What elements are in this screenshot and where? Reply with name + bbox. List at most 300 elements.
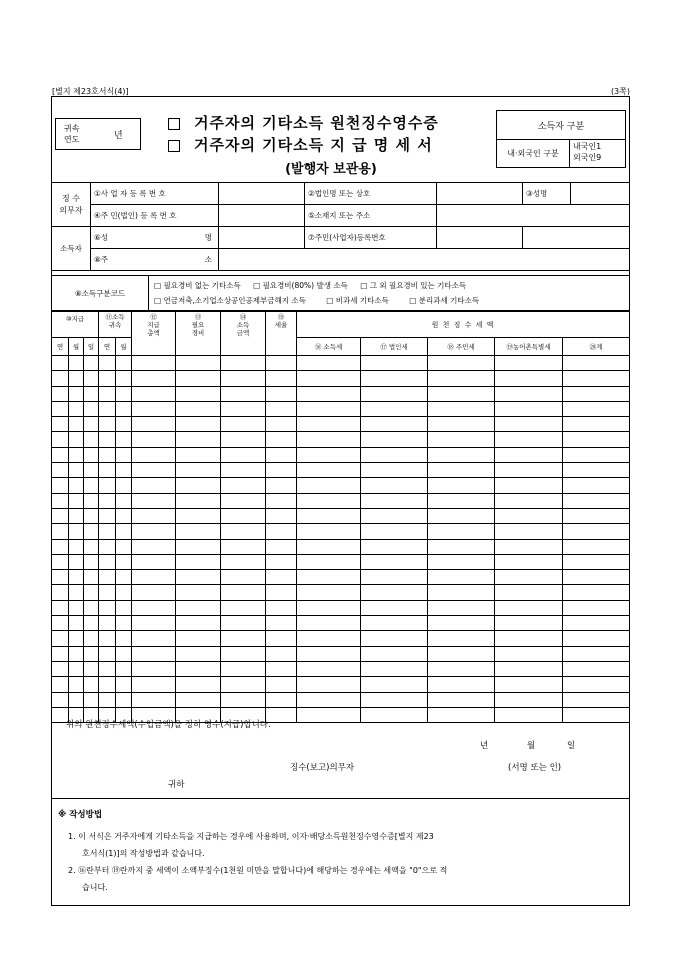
grid-cell[interactable]	[297, 524, 361, 539]
grid-cell[interactable]	[495, 539, 563, 554]
grid-cell[interactable]	[297, 508, 361, 523]
grid-cell[interactable]	[116, 432, 132, 447]
grid-cell[interactable]	[84, 386, 99, 401]
grid-cell[interactable]	[297, 554, 361, 569]
grid-cell[interactable]	[361, 447, 428, 462]
grid-cell[interactable]	[266, 554, 297, 569]
grid-cell[interactable]	[52, 463, 69, 478]
grid-cell[interactable]	[176, 554, 221, 569]
grid-cell[interactable]	[69, 631, 84, 646]
grid-cell[interactable]	[84, 401, 99, 416]
grid-cell[interactable]	[266, 432, 297, 447]
grid-cell[interactable]	[99, 692, 116, 707]
grid-cell[interactable]	[221, 661, 266, 676]
grid-cell[interactable]	[176, 646, 221, 661]
grid-cell[interactable]	[297, 401, 361, 416]
grid-cell[interactable]	[69, 386, 84, 401]
grid-cell[interactable]	[221, 539, 266, 554]
grid-cell[interactable]	[297, 600, 361, 615]
grid-cell[interactable]	[99, 432, 116, 447]
grid-cell[interactable]	[176, 524, 221, 539]
grid-cell[interactable]	[221, 616, 266, 631]
grid-cell[interactable]	[266, 463, 297, 478]
grid-cell[interactable]	[52, 692, 69, 707]
grid-cell[interactable]	[52, 631, 69, 646]
grid-cell[interactable]	[495, 508, 563, 523]
grid-cell[interactable]	[428, 677, 495, 692]
grid-cell[interactable]	[132, 631, 176, 646]
grid-cell[interactable]	[266, 478, 297, 493]
grid-cell[interactable]	[221, 570, 266, 585]
grid-cell[interactable]	[99, 554, 116, 569]
grid-cell[interactable]	[84, 478, 99, 493]
grid-cell[interactable]	[84, 631, 99, 646]
grid-cell[interactable]	[69, 585, 84, 600]
grid-cell[interactable]	[428, 600, 495, 615]
grid-cell[interactable]	[361, 631, 428, 646]
grid-cell[interactable]	[297, 417, 361, 432]
grid-cell[interactable]	[297, 570, 361, 585]
grid-cell[interactable]	[99, 417, 116, 432]
grid-cell[interactable]	[266, 356, 297, 371]
grid-cell[interactable]	[84, 570, 99, 585]
grid-cell[interactable]	[99, 616, 116, 631]
grid-cell[interactable]	[361, 646, 428, 661]
grid-cell[interactable]	[361, 401, 428, 416]
grid-cell[interactable]	[132, 616, 176, 631]
grid-cell[interactable]	[116, 554, 132, 569]
grid-cell[interactable]	[361, 356, 428, 371]
grid-cell[interactable]	[361, 585, 428, 600]
grid-cell[interactable]	[132, 463, 176, 478]
grid-cell[interactable]	[428, 371, 495, 386]
grid-cell[interactable]	[99, 493, 116, 508]
grid-cell[interactable]	[132, 447, 176, 462]
grid-cell[interactable]	[52, 386, 69, 401]
grid-cell[interactable]	[297, 707, 361, 722]
grid-cell[interactable]	[116, 631, 132, 646]
field-reg-number-value[interactable]	[219, 205, 305, 227]
grid-cell[interactable]	[428, 585, 495, 600]
grid-cell[interactable]	[116, 661, 132, 676]
grid-cell[interactable]	[69, 692, 84, 707]
grid-cell[interactable]	[563, 401, 630, 416]
grid-cell[interactable]	[563, 447, 630, 462]
grid-cell[interactable]	[495, 661, 563, 676]
grid-cell[interactable]	[297, 631, 361, 646]
grid-cell[interactable]	[84, 463, 99, 478]
grid-cell[interactable]	[495, 478, 563, 493]
grid-cell[interactable]	[266, 508, 297, 523]
statement-checkbox[interactable]	[168, 140, 180, 152]
grid-cell[interactable]	[495, 570, 563, 585]
grid-cell[interactable]	[52, 447, 69, 462]
grid-cell[interactable]	[266, 646, 297, 661]
grid-cell[interactable]	[297, 585, 361, 600]
grid-cell[interactable]	[132, 417, 176, 432]
grid-cell[interactable]	[221, 646, 266, 661]
grid-cell[interactable]	[428, 554, 495, 569]
grid-cell[interactable]	[116, 585, 132, 600]
grid-cell[interactable]	[495, 401, 563, 416]
grid-cell[interactable]	[52, 493, 69, 508]
grid-cell[interactable]	[116, 463, 132, 478]
grid-cell[interactable]	[99, 356, 116, 371]
grid-cell[interactable]	[132, 585, 176, 600]
grid-cell[interactable]	[99, 585, 116, 600]
grid-cell[interactable]	[99, 508, 116, 523]
grid-cell[interactable]	[99, 386, 116, 401]
grid-cell[interactable]	[563, 600, 630, 615]
grid-cell[interactable]	[116, 646, 132, 661]
grid-cell[interactable]	[69, 371, 84, 386]
grid-cell[interactable]	[84, 371, 99, 386]
grid-cell[interactable]	[176, 570, 221, 585]
grid-cell[interactable]	[116, 524, 132, 539]
grid-cell[interactable]	[266, 631, 297, 646]
grid-cell[interactable]	[52, 585, 69, 600]
grid-cell[interactable]	[84, 524, 99, 539]
grid-cell[interactable]	[176, 401, 221, 416]
grid-cell[interactable]	[52, 508, 69, 523]
grid-cell[interactable]	[361, 707, 428, 722]
grid-cell[interactable]	[84, 554, 99, 569]
grid-cell[interactable]	[84, 493, 99, 508]
grid-cell[interactable]	[266, 539, 297, 554]
grid-cell[interactable]	[116, 356, 132, 371]
grid-cell[interactable]	[428, 707, 495, 722]
grid-cell[interactable]	[361, 524, 428, 539]
grid-cell[interactable]	[176, 600, 221, 615]
grid-cell[interactable]	[116, 371, 132, 386]
grid-cell[interactable]	[266, 585, 297, 600]
grid-cell[interactable]	[563, 524, 630, 539]
code-opt-1[interactable]: □ 필요경비 없는 기타소득	[154, 281, 241, 290]
grid-cell[interactable]	[69, 661, 84, 676]
grid-cell[interactable]	[99, 600, 116, 615]
grid-cell[interactable]	[132, 524, 176, 539]
grid-cell[interactable]	[84, 692, 99, 707]
grid-cell[interactable]	[221, 677, 266, 692]
grid-cell[interactable]	[132, 401, 176, 416]
grid-cell[interactable]	[69, 401, 84, 416]
grid-cell[interactable]	[563, 371, 630, 386]
grid-cell[interactable]	[563, 554, 630, 569]
grid-cell[interactable]	[563, 692, 630, 707]
grid-cell[interactable]	[361, 570, 428, 585]
grid-cell[interactable]	[361, 554, 428, 569]
grid-cell[interactable]	[84, 432, 99, 447]
grid-cell[interactable]	[221, 371, 266, 386]
grid-cell[interactable]	[495, 356, 563, 371]
grid-cell[interactable]	[69, 478, 84, 493]
grid-cell[interactable]	[221, 401, 266, 416]
grid-cell[interactable]	[495, 707, 563, 722]
grid-cell[interactable]	[221, 554, 266, 569]
grid-cell[interactable]	[297, 661, 361, 676]
grid-cell[interactable]	[84, 646, 99, 661]
grid-cell[interactable]	[495, 386, 563, 401]
grid-cell[interactable]	[266, 524, 297, 539]
grid-cell[interactable]	[495, 371, 563, 386]
grid-cell[interactable]	[84, 508, 99, 523]
grid-cell[interactable]	[361, 432, 428, 447]
grid-cell[interactable]	[221, 417, 266, 432]
grid-cell[interactable]	[52, 356, 69, 371]
grid-cell[interactable]	[495, 463, 563, 478]
grid-cell[interactable]	[495, 493, 563, 508]
grid-cell[interactable]	[266, 401, 297, 416]
grid-cell[interactable]	[297, 646, 361, 661]
grid-cell[interactable]	[428, 508, 495, 523]
grid-cell[interactable]	[266, 371, 297, 386]
grid-cell[interactable]	[563, 356, 630, 371]
grid-cell[interactable]	[176, 616, 221, 631]
grid-cell[interactable]	[84, 600, 99, 615]
grid-cell[interactable]	[176, 585, 221, 600]
grid-cell[interactable]	[116, 447, 132, 462]
grid-cell[interactable]	[428, 692, 495, 707]
grid-cell[interactable]	[361, 692, 428, 707]
grid-cell[interactable]	[221, 447, 266, 462]
code-opt-6[interactable]: □ 분리과세 기타소득	[409, 296, 480, 305]
grid-cell[interactable]	[221, 386, 266, 401]
grid-cell[interactable]	[132, 356, 176, 371]
grid-cell[interactable]	[563, 661, 630, 676]
grid-cell[interactable]	[99, 478, 116, 493]
earner-name-value[interactable]	[219, 227, 305, 249]
grid-cell[interactable]	[176, 539, 221, 554]
grid-cell[interactable]	[361, 478, 428, 493]
grid-cell[interactable]	[99, 524, 116, 539]
grid-cell[interactable]	[563, 478, 630, 493]
grid-cell[interactable]	[428, 570, 495, 585]
grid-cell[interactable]	[495, 417, 563, 432]
grid-cell[interactable]	[297, 677, 361, 692]
grid-cell[interactable]	[428, 356, 495, 371]
grid-cell[interactable]	[176, 677, 221, 692]
grid-cell[interactable]	[116, 570, 132, 585]
grid-cell[interactable]	[495, 646, 563, 661]
grid-cell[interactable]	[221, 631, 266, 646]
grid-cell[interactable]	[69, 600, 84, 615]
grid-cell[interactable]	[52, 616, 69, 631]
grid-cell[interactable]	[266, 447, 297, 462]
grid-cell[interactable]	[176, 631, 221, 646]
grid-cell[interactable]	[132, 371, 176, 386]
grid-cell[interactable]	[99, 631, 116, 646]
grid-cell[interactable]	[52, 432, 69, 447]
grid-cell[interactable]	[266, 386, 297, 401]
grid-cell[interactable]	[297, 386, 361, 401]
grid-cell[interactable]	[297, 447, 361, 462]
grid-cell[interactable]	[69, 508, 84, 523]
grid-cell[interactable]	[495, 600, 563, 615]
field-name-value[interactable]	[571, 183, 630, 205]
grid-cell[interactable]	[52, 524, 69, 539]
grid-cell[interactable]	[495, 616, 563, 631]
field-biz-number-value[interactable]	[219, 183, 305, 205]
grid-cell[interactable]	[266, 600, 297, 615]
grid-cell[interactable]	[266, 692, 297, 707]
grid-cell[interactable]	[84, 417, 99, 432]
grid-cell[interactable]	[116, 493, 132, 508]
grid-cell[interactable]	[69, 463, 84, 478]
grid-cell[interactable]	[563, 631, 630, 646]
grid-cell[interactable]	[428, 417, 495, 432]
grid-cell[interactable]	[52, 570, 69, 585]
grid-cell[interactable]	[361, 508, 428, 523]
grid-cell[interactable]	[132, 432, 176, 447]
grid-cell[interactable]	[428, 432, 495, 447]
grid-cell[interactable]	[221, 493, 266, 508]
grid-cell[interactable]	[361, 386, 428, 401]
grid-cell[interactable]	[69, 356, 84, 371]
grid-cell[interactable]	[221, 524, 266, 539]
grid-cell[interactable]	[221, 432, 266, 447]
grid-cell[interactable]	[221, 585, 266, 600]
grid-cell[interactable]	[563, 585, 630, 600]
grid-cell[interactable]	[428, 478, 495, 493]
grid-cell[interactable]	[563, 386, 630, 401]
grid-cell[interactable]	[132, 386, 176, 401]
grid-cell[interactable]	[176, 356, 221, 371]
grid-cell[interactable]	[176, 692, 221, 707]
grid-cell[interactable]	[297, 539, 361, 554]
grid-cell[interactable]	[176, 463, 221, 478]
code-opt-2[interactable]: □ 필요경비(80%) 발생 소득	[253, 281, 348, 290]
grid-cell[interactable]	[361, 493, 428, 508]
grid-cell[interactable]	[221, 508, 266, 523]
grid-cell[interactable]	[84, 539, 99, 554]
grid-cell[interactable]	[132, 677, 176, 692]
grid-cell[interactable]	[69, 554, 84, 569]
grid-cell[interactable]	[297, 356, 361, 371]
grid-cell[interactable]	[132, 478, 176, 493]
grid-cell[interactable]	[428, 463, 495, 478]
grid-cell[interactable]	[132, 600, 176, 615]
grid-cell[interactable]	[176, 417, 221, 432]
grid-cell[interactable]	[99, 570, 116, 585]
grid-cell[interactable]	[428, 386, 495, 401]
grid-cell[interactable]	[297, 478, 361, 493]
grid-cell[interactable]	[84, 661, 99, 676]
grid-cell[interactable]	[266, 677, 297, 692]
earner-address-value[interactable]	[219, 249, 630, 271]
grid-cell[interactable]	[132, 508, 176, 523]
code-opt-3[interactable]: □ 그 외 필요경비 있는 기타소득	[360, 281, 467, 290]
grid-cell[interactable]	[297, 371, 361, 386]
grid-cell[interactable]	[266, 616, 297, 631]
grid-cell[interactable]	[361, 539, 428, 554]
code-opt-4[interactable]: □ 연금저축,소기업소상공인공제부금해지 소득	[154, 296, 306, 305]
grid-cell[interactable]	[495, 585, 563, 600]
grid-cell[interactable]	[99, 661, 116, 676]
grid-cell[interactable]	[361, 371, 428, 386]
grid-cell[interactable]	[69, 570, 84, 585]
grid-cell[interactable]	[99, 463, 116, 478]
grid-cell[interactable]	[361, 600, 428, 615]
grid-cell[interactable]	[297, 692, 361, 707]
grid-cell[interactable]	[116, 539, 132, 554]
grid-cell[interactable]	[176, 478, 221, 493]
grid-cell[interactable]	[297, 493, 361, 508]
grid-cell[interactable]	[221, 356, 266, 371]
grid-cell[interactable]	[84, 585, 99, 600]
grid-cell[interactable]	[69, 539, 84, 554]
grid-cell[interactable]	[69, 447, 84, 462]
grid-cell[interactable]	[52, 371, 69, 386]
grid-cell[interactable]	[84, 356, 99, 371]
grid-cell[interactable]	[69, 417, 84, 432]
grid-cell[interactable]	[266, 661, 297, 676]
grid-cell[interactable]	[52, 677, 69, 692]
grid-cell[interactable]	[69, 524, 84, 539]
grid-cell[interactable]	[266, 417, 297, 432]
grid-cell[interactable]	[563, 417, 630, 432]
grid-cell[interactable]	[116, 692, 132, 707]
grid-cell[interactable]	[52, 661, 69, 676]
grid-cell[interactable]	[132, 539, 176, 554]
grid-cell[interactable]	[221, 478, 266, 493]
grid-cell[interactable]	[495, 524, 563, 539]
grid-cell[interactable]	[176, 432, 221, 447]
grid-cell[interactable]	[99, 371, 116, 386]
grid-cell[interactable]	[495, 692, 563, 707]
grid-cell[interactable]	[52, 417, 69, 432]
field-corp-name-value[interactable]	[437, 183, 523, 205]
grid-cell[interactable]	[116, 600, 132, 615]
grid-cell[interactable]	[563, 707, 630, 722]
grid-cell[interactable]	[428, 447, 495, 462]
grid-cell[interactable]	[116, 478, 132, 493]
grid-cell[interactable]	[428, 401, 495, 416]
grid-cell[interactable]	[495, 447, 563, 462]
grid-cell[interactable]	[52, 401, 69, 416]
grid-cell[interactable]	[132, 692, 176, 707]
grid-cell[interactable]	[361, 463, 428, 478]
grid-cell[interactable]	[116, 677, 132, 692]
grid-cell[interactable]	[52, 554, 69, 569]
grid-cell[interactable]	[495, 554, 563, 569]
grid-cell[interactable]	[176, 371, 221, 386]
grid-cell[interactable]	[563, 677, 630, 692]
grid-cell[interactable]	[266, 570, 297, 585]
grid-cell[interactable]	[99, 539, 116, 554]
grid-cell[interactable]	[495, 432, 563, 447]
grid-cell[interactable]	[132, 570, 176, 585]
grid-cell[interactable]	[99, 646, 116, 661]
grid-cell[interactable]	[428, 646, 495, 661]
grid-cell[interactable]	[116, 417, 132, 432]
grid-cell[interactable]	[99, 401, 116, 416]
grid-cell[interactable]	[69, 432, 84, 447]
grid-cell[interactable]	[116, 386, 132, 401]
grid-cell[interactable]	[176, 493, 221, 508]
grid-cell[interactable]	[176, 661, 221, 676]
grid-cell[interactable]	[132, 646, 176, 661]
grid-cell[interactable]	[69, 677, 84, 692]
grid-cell[interactable]	[428, 524, 495, 539]
grid-cell[interactable]	[99, 677, 116, 692]
grid-cell[interactable]	[52, 646, 69, 661]
receipt-checkbox[interactable]	[168, 118, 180, 130]
grid-cell[interactable]	[84, 677, 99, 692]
grid-cell[interactable]	[176, 508, 221, 523]
grid-cell[interactable]	[84, 447, 99, 462]
grid-cell[interactable]	[495, 677, 563, 692]
grid-cell[interactable]	[69, 646, 84, 661]
